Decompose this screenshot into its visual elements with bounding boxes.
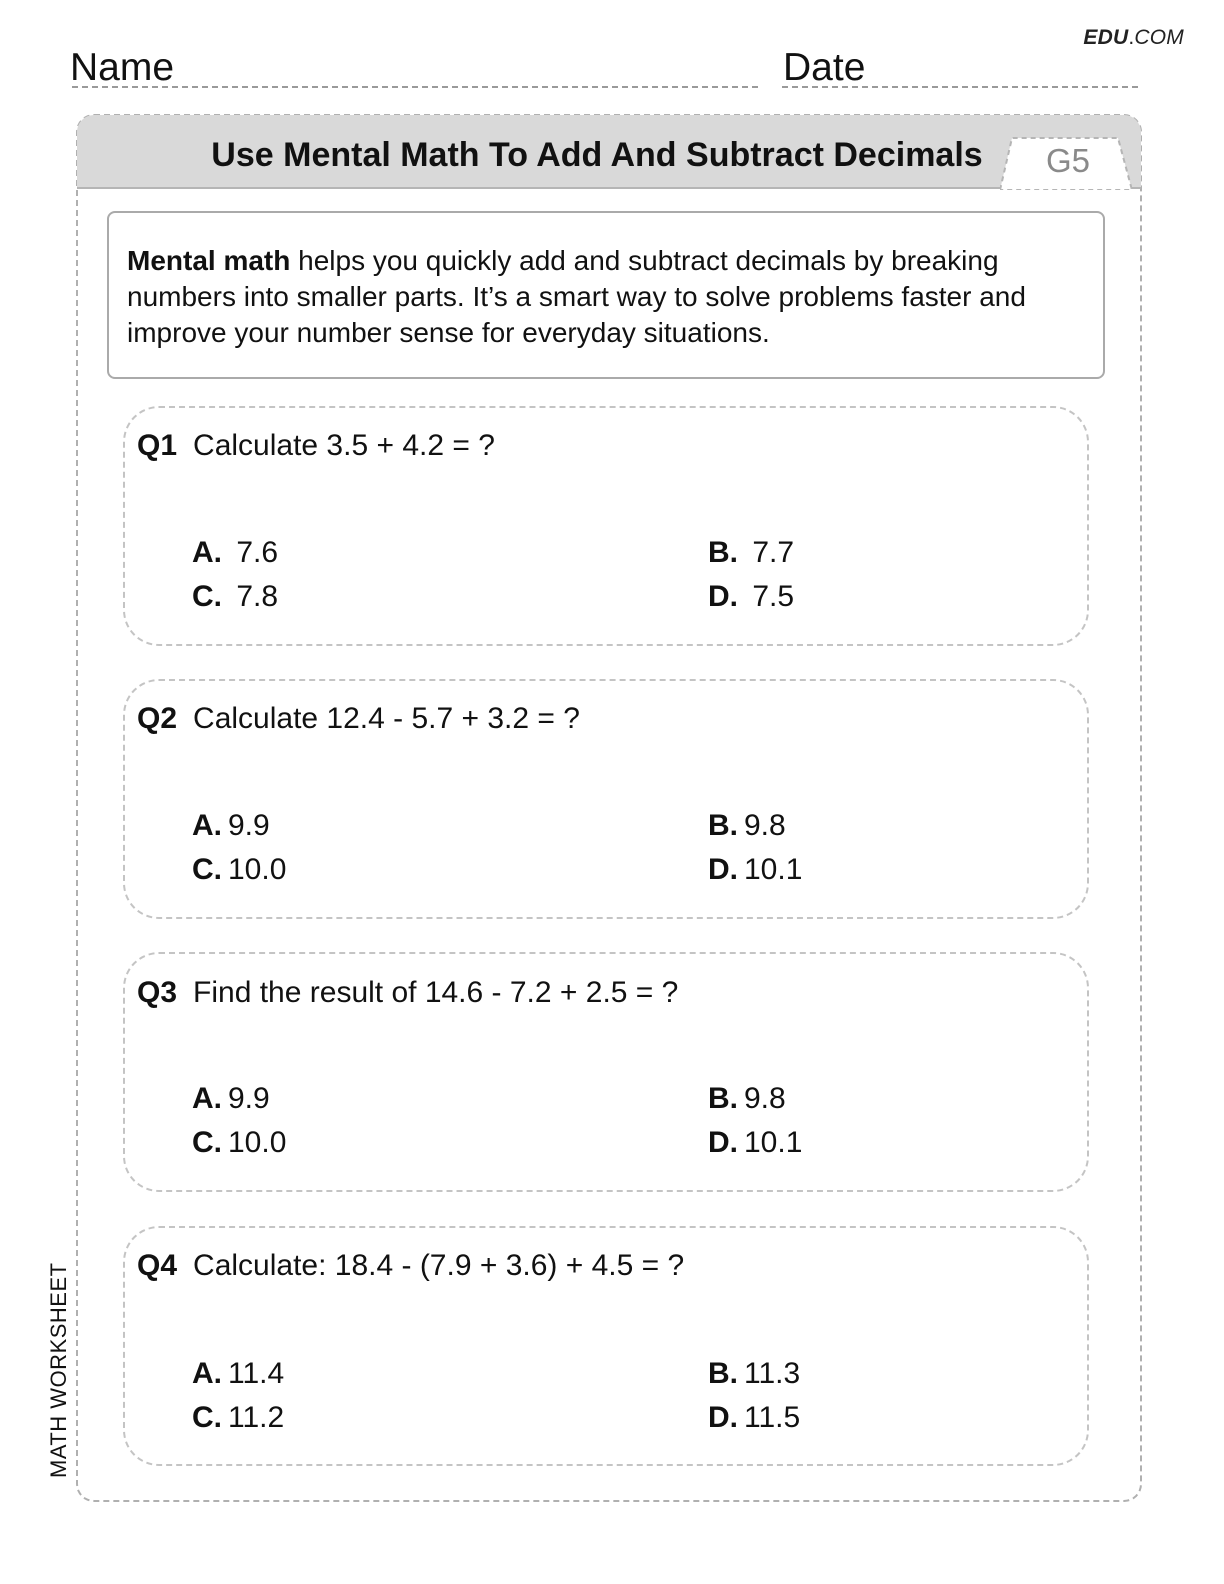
question-text: Q2 Calculate 12.4 - 5.7 + 3.2 = ?: [137, 702, 580, 735]
question-text: Q1 Calculate 3.5 + 4.2 = ?: [137, 429, 495, 462]
option-b[interactable]: B. 11.3: [708, 1357, 801, 1390]
name-label: Name: [70, 46, 175, 89]
option-c[interactable]: C. 10.0: [192, 853, 287, 886]
name-field[interactable]: [72, 86, 758, 88]
side-label: MATH WORKSHEET: [46, 1262, 71, 1478]
grade-badge: G5: [1045, 142, 1091, 179]
option-d[interactable]: D. 11.5: [708, 1401, 801, 1434]
option-c[interactable]: C. 10.0: [192, 1126, 287, 1159]
option-b[interactable]: B. 9.8: [708, 1082, 786, 1115]
brand-logo: EDU.COM: [1083, 26, 1184, 49]
option-d[interactable]: D. 10.1: [708, 853, 803, 886]
question-text: Q3 Find the result of 14.6 - 7.2 + 2.5 = ?: [137, 976, 679, 1009]
option-a[interactable]: A. 9.9: [192, 1082, 270, 1115]
option-a[interactable]: A. 9.9: [192, 809, 270, 842]
question-text: Q4 Calculate: 18.4 - (7.9 + 3.6) + 4.5 = ?: [137, 1249, 685, 1282]
option-a[interactable]: A. 11.4: [192, 1357, 285, 1390]
option-c[interactable]: C. 7.8: [192, 580, 279, 613]
worksheet-title: Use Mental Math To Add And Subtract Decimals: [211, 136, 983, 174]
option-d[interactable]: D. 7.5: [708, 580, 795, 613]
intro-bold: Mental math: [127, 245, 291, 276]
intro-text: helps you quickly add and subtract decimals by breaking numbers into smaller parts. It’s a smart way to solve problems faster and improve your number sense for everyday situations.: [127, 245, 1026, 348]
option-d[interactable]: D. 10.1: [708, 1126, 803, 1159]
option-c[interactable]: C. 11.2: [192, 1401, 285, 1434]
intro-box: [107, 211, 1105, 379]
date-label: Date: [783, 46, 866, 89]
option-a[interactable]: A. 7.6: [192, 536, 279, 569]
option-b[interactable]: B. 9.8: [708, 809, 786, 842]
option-b[interactable]: B. 7.7: [708, 536, 795, 569]
date-field[interactable]: [782, 86, 1138, 88]
